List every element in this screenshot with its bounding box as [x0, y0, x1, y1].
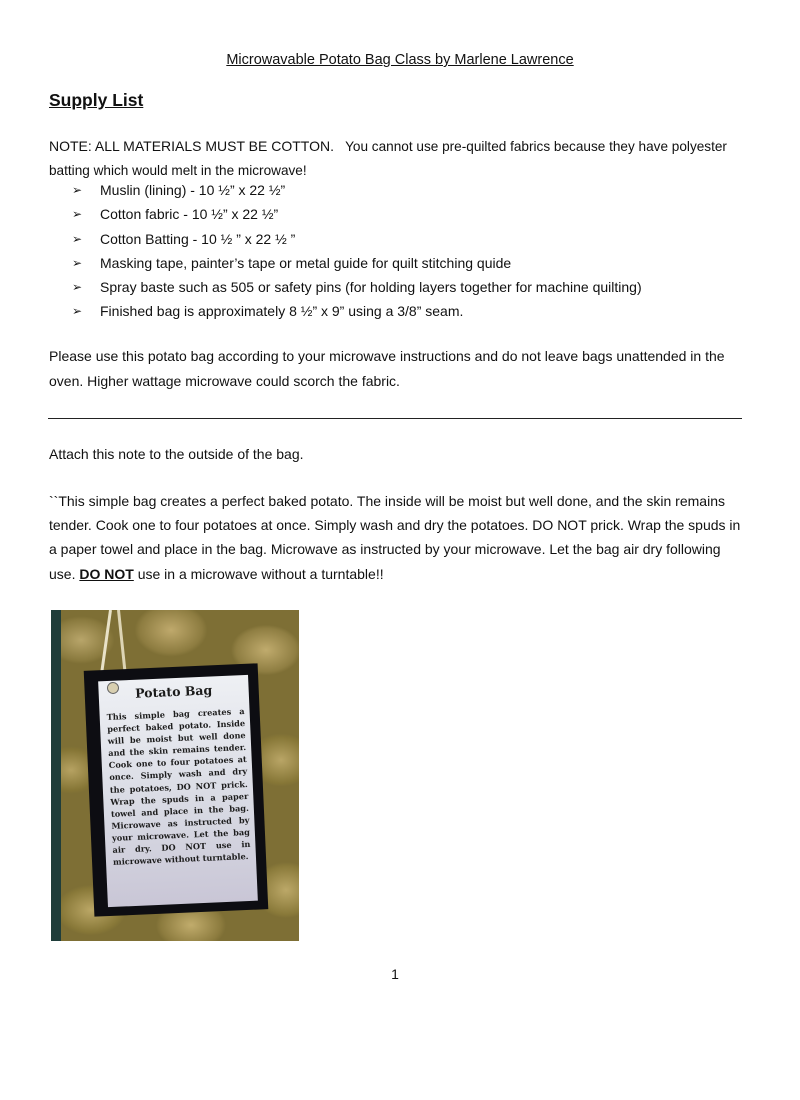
- page-number: 1: [391, 966, 399, 982]
- attach-instruction: Attach this note to the outside of the bag.: [49, 446, 304, 462]
- supply-item-label: Cotton fabric - 10 ½” x 22 ½”: [100, 206, 279, 223]
- do-not-emphasis: DO NOT: [79, 565, 134, 582]
- bag-note-text-end: use in a microwave without a turntable!!: [133, 565, 384, 582]
- supply-list-heading: Supply List: [49, 90, 144, 110]
- potato-bag-tag: [98, 675, 258, 907]
- arrow-bullet-icon: ➢: [72, 183, 83, 197]
- arrow-bullet-icon: ➢: [72, 207, 83, 222]
- fabric-edge: [51, 610, 61, 941]
- potato-bag-photo: [51, 610, 299, 941]
- supply-item-label: Cotton Batting - 10 ½ ” x 22 ½ ”: [100, 230, 296, 247]
- note-rest: You cannot use pre-quilted fabrics because they have polyester batting which would melt in the microwave!: [49, 139, 727, 178]
- arrow-bullet-icon: ➢: [72, 255, 83, 270]
- supply-item-label: Masking tape, painter’s tape or metal guide for quilt stitching quide: [100, 254, 512, 271]
- supply-item: [72, 299, 642, 323]
- note-lead: NOTE: ALL MATERIALS MUST BE COTTON.: [49, 138, 334, 154]
- tag-title: Potato Bag: [134, 682, 213, 701]
- supply-item-label: Muslin (lining) - 10 ½” x 22 ½”: [100, 182, 286, 198]
- supply-item: [72, 227, 642, 251]
- document-title: Microwavable Potato Bag Class by Marlene Lawrence: [226, 52, 574, 68]
- supply-item: [72, 251, 642, 275]
- supply-item: [72, 202, 642, 226]
- arrow-bullet-icon: ➢: [72, 231, 83, 246]
- supply-list: [72, 178, 642, 324]
- supply-item: [72, 178, 642, 202]
- arrow-bullet-icon: ➢: [72, 304, 83, 319]
- cotton-note: [49, 134, 749, 183]
- tag-text: This simple bag creates a perfect baked potato. Inside will be moist but well done and the skin remains tender. Cook one to four potatoes at once. Simply wash and dry the potatoes, DO NOT prick. Wrap the spuds in a paper towel and place in the bag. Microwave as instructed by your microwave. Let the bag air dry. DO NOT use in microwave without turntable.: [106, 706, 251, 868]
- supply-item-label: Spray baste such as 505 or safety pins (for holding layers together for machine quilting): [100, 279, 642, 296]
- usage-paragraph: Please use this potato bag according to your microwave instructions and do not leave bags unattended in the oven. Higher wattage microwave could scorch the fabric.: [49, 348, 725, 389]
- section-divider: [48, 418, 742, 419]
- arrow-bullet-icon: ➢: [72, 280, 83, 295]
- bag-note-text: ``This simple bag creates a perfect baked potato. The inside will be moist but well done, and the skin remains tender. Cook one to four potatoes at once. Simply wash and dry the potatoes. DO NOT prick. Wrap the spuds in a paper towel and place in the bag. Microwave as instructed by your microwave. Let the bag air dry following use.: [49, 493, 741, 582]
- bag-note-paragraph: [49, 489, 749, 586]
- supply-item-label: Finished bag is approximately 8 ½” x 9” using a 3/8” seam.: [100, 303, 464, 320]
- supply-item: [72, 275, 642, 299]
